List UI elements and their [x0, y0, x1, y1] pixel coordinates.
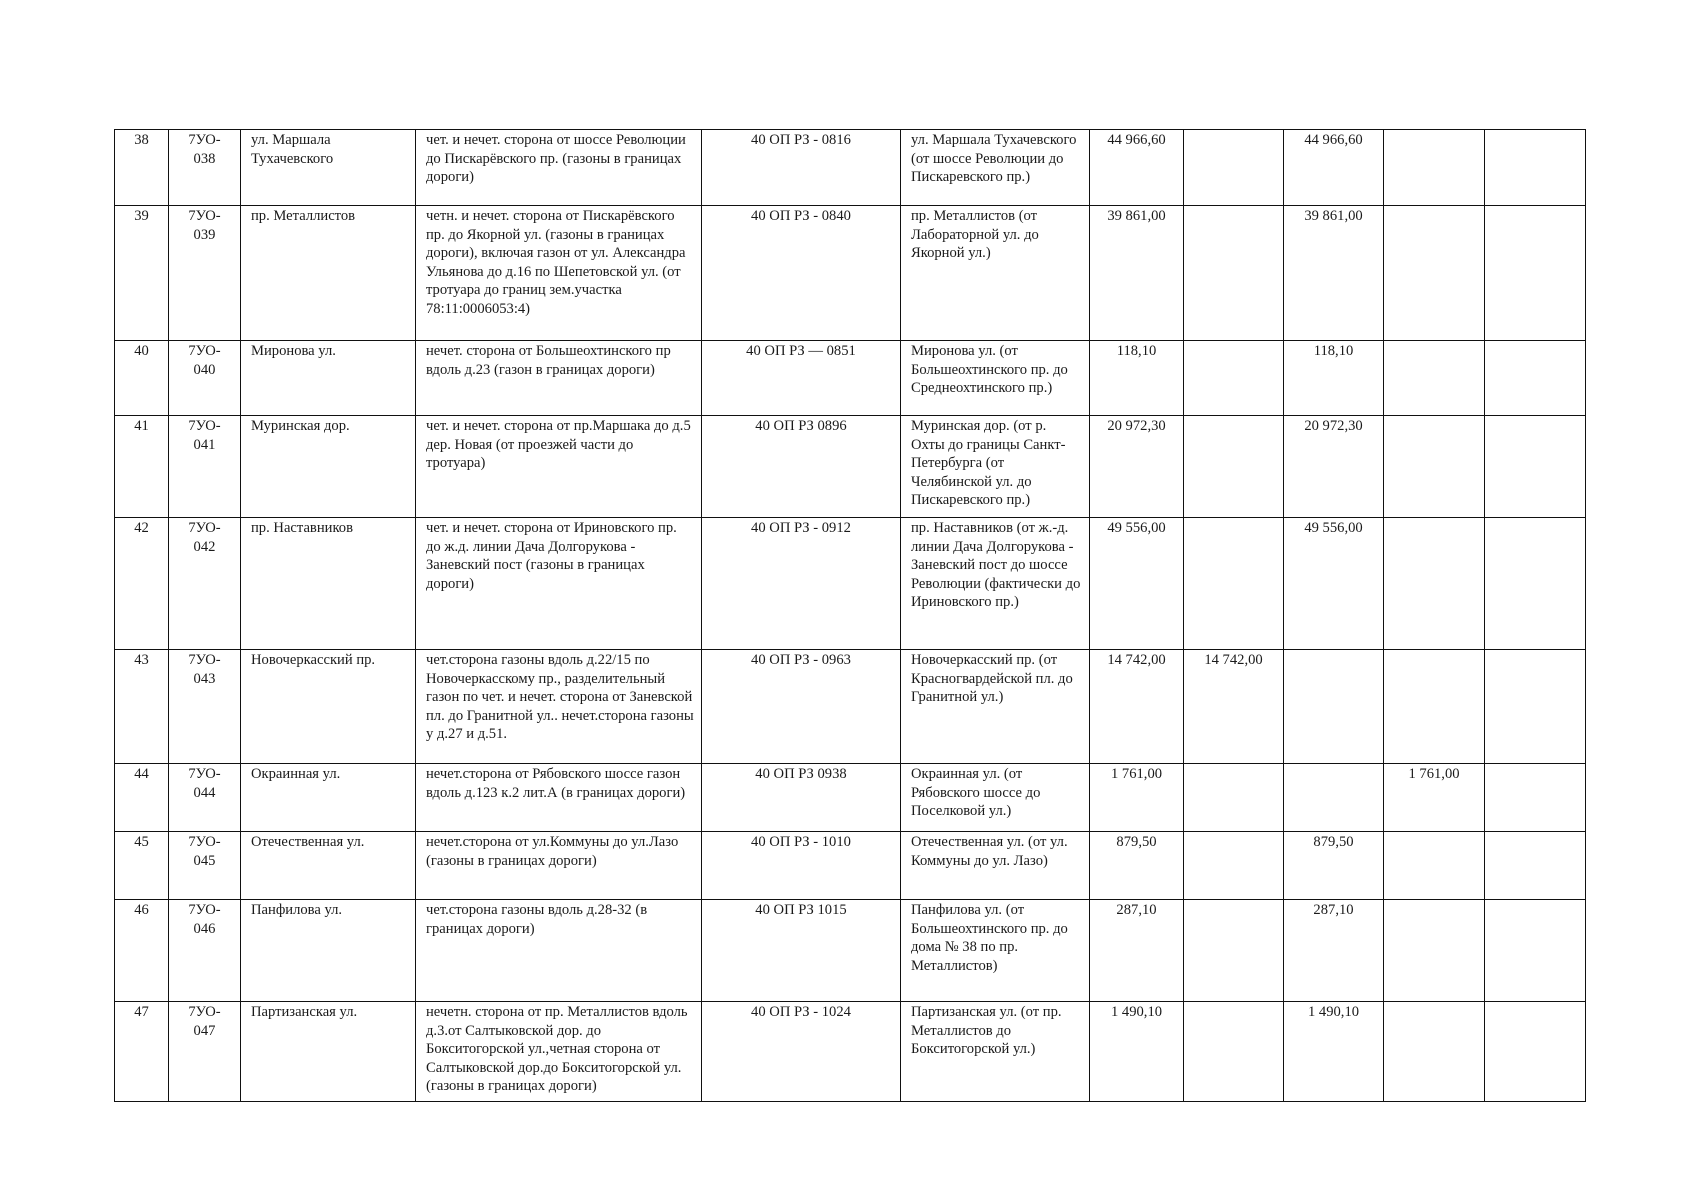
value-column-2-cell: 879,50	[1284, 832, 1384, 900]
row-number-cell: 46	[115, 900, 169, 1002]
value-column-2-cell	[1284, 764, 1384, 832]
table-row	[115, 416, 1586, 518]
row-number-cell: 39	[115, 206, 169, 341]
road-name-cell: пр. Металлистов (от Лабораторной ул. до Якорной ул.)	[901, 206, 1090, 341]
value-column-2-cell: 287,10	[1284, 900, 1384, 1002]
table-row	[115, 650, 1586, 764]
value-column-3-cell	[1384, 650, 1485, 764]
area-total-cell: 1 490,10	[1090, 1002, 1184, 1102]
row-number-cell: 45	[115, 832, 169, 900]
value-column-4-cell	[1485, 341, 1586, 416]
street-name-cell: Окраинная ул.	[241, 764, 416, 832]
value-column-1-cell	[1184, 832, 1284, 900]
value-column-1-cell	[1184, 900, 1284, 1002]
table-row	[115, 1002, 1586, 1102]
value-column-1-cell	[1184, 518, 1284, 650]
road-name-cell: Панфилова ул. (от Большеохтинского пр. до дома № 38 по пр. Металлистов)	[901, 900, 1090, 1002]
value-column-3-cell	[1384, 341, 1485, 416]
street-name-cell: Новочеркасский пр.	[241, 650, 416, 764]
road-name-cell: Миронова ул. (от Большеохтинского пр. до Среднеохтинского пр.)	[901, 341, 1090, 416]
value-column-3-cell	[1384, 900, 1485, 1002]
row-number-cell: 41	[115, 416, 169, 518]
table-row	[115, 206, 1586, 341]
street-name-cell: Партизанская ул.	[241, 1002, 416, 1102]
value-column-2-cell: 118,10	[1284, 341, 1384, 416]
road-registry-number-cell: 40 ОП РЗ — 0851	[702, 341, 901, 416]
value-column-3-cell: 1 761,00	[1384, 764, 1485, 832]
area-total-cell: 1 761,00	[1090, 764, 1184, 832]
row-code-cell: 7УО- 044	[169, 764, 241, 832]
table-row	[115, 764, 1586, 832]
area-total-cell: 118,10	[1090, 341, 1184, 416]
area-total-cell: 49 556,00	[1090, 518, 1184, 650]
road-registry-number-cell: 40 ОП РЗ - 0816	[702, 130, 901, 206]
row-number-cell: 42	[115, 518, 169, 650]
area-total-cell: 39 861,00	[1090, 206, 1184, 341]
table-row	[115, 518, 1586, 650]
value-column-4-cell	[1485, 900, 1586, 1002]
road-name-cell: Партизанская ул. (от пр. Металлистов до Бокситогорской ул.)	[901, 1002, 1090, 1102]
row-code-cell: 7УО- 045	[169, 832, 241, 900]
lawn-description-cell: нечетн. сторона от пр. Металлистов вдоль д.3.от Салтыковской дор. до Бокситогорской ул.,четная сторона от Салтыковской дор.до Бокситогорской ул. (газоны в границах дороги)	[416, 1002, 702, 1102]
value-column-1-cell	[1184, 341, 1284, 416]
road-registry-number-cell: 40 ОП РЗ - 0963	[702, 650, 901, 764]
street-name-cell: Муринская дор.	[241, 416, 416, 518]
area-total-cell: 20 972,30	[1090, 416, 1184, 518]
road-registry-number-cell: 40 ОП РЗ - 1024	[702, 1002, 901, 1102]
value-column-1-cell	[1184, 130, 1284, 206]
value-column-4-cell	[1485, 130, 1586, 206]
table-row	[115, 832, 1586, 900]
road-registry-number-cell: 40 ОП РЗ 0938	[702, 764, 901, 832]
greenery-table	[114, 129, 1586, 1102]
value-column-3-cell	[1384, 518, 1485, 650]
road-registry-number-cell: 40 ОП РЗ - 0912	[702, 518, 901, 650]
value-column-4-cell	[1485, 206, 1586, 341]
road-name-cell: Новочеркасский пр. (от Красногвардейской пл. до Гранитной ул.)	[901, 650, 1090, 764]
row-number-cell: 47	[115, 1002, 169, 1102]
road-name-cell: Отечественная ул. (от ул. Коммуны до ул. Лазо)	[901, 832, 1090, 900]
value-column-2-cell	[1284, 650, 1384, 764]
value-column-4-cell	[1485, 518, 1586, 650]
row-code-cell: 7УО- 041	[169, 416, 241, 518]
street-name-cell: ул. Маршала Тухачевского	[241, 130, 416, 206]
table-row	[115, 341, 1586, 416]
value-column-2-cell: 49 556,00	[1284, 518, 1384, 650]
value-column-2-cell: 20 972,30	[1284, 416, 1384, 518]
value-column-4-cell	[1485, 1002, 1586, 1102]
area-total-cell: 14 742,00	[1090, 650, 1184, 764]
road-registry-number-cell: 40 ОП РЗ - 0840	[702, 206, 901, 341]
row-number-cell: 38	[115, 130, 169, 206]
lawn-description-cell: нечет. сторона от Большеохтинского пр вдоль д.23 (газон в границах дороги)	[416, 341, 702, 416]
row-code-cell: 7УО- 039	[169, 206, 241, 341]
street-name-cell: пр. Металлистов	[241, 206, 416, 341]
street-name-cell: Панфилова ул.	[241, 900, 416, 1002]
row-code-cell: 7УО- 042	[169, 518, 241, 650]
lawn-description-cell: чет. и нечет. сторона от Ириновского пр. до ж.д. линии Дача Долгорукова - Заневский пост (газоны в границах дороги)	[416, 518, 702, 650]
table-row	[115, 130, 1586, 206]
value-column-1-cell	[1184, 206, 1284, 341]
road-name-cell: Окраинная ул. (от Рябовского шоссе до Поселковой ул.)	[901, 764, 1090, 832]
value-column-3-cell	[1384, 130, 1485, 206]
lawn-description-cell: нечет.сторона от Рябовского шоссе газон вдоль д.123 к.2 лит.А (в границах дороги)	[416, 764, 702, 832]
road-registry-number-cell: 40 ОП РЗ 0896	[702, 416, 901, 518]
lawn-description-cell: нечет.сторона от ул.Коммуны до ул.Лазо (газоны в границах дороги)	[416, 832, 702, 900]
value-column-4-cell	[1485, 416, 1586, 518]
value-column-1-cell	[1184, 764, 1284, 832]
road-name-cell: Муринская дор. (от р. Охты до границы Санкт-Петербурга (от Челябинской ул. до Пискаревского пр.)	[901, 416, 1090, 518]
street-name-cell: Отечественная ул.	[241, 832, 416, 900]
row-code-cell: 7УО- 047	[169, 1002, 241, 1102]
value-column-4-cell	[1485, 832, 1586, 900]
row-code-cell: 7УО- 038	[169, 130, 241, 206]
value-column-2-cell: 39 861,00	[1284, 206, 1384, 341]
lawn-description-cell: четн. и нечет. сторона от Пискарёвского пр. до Якорной ул. (газоны в границах дороги), включая газон от ул. Александра Ульянова до д.16 по Шепетовской ул. (от тротуара до границ зем.участка 78:11:0006053:4)	[416, 206, 702, 341]
value-column-4-cell	[1485, 764, 1586, 832]
lawn-description-cell: чет.сторона газоны вдоль д.22/15 по Новочеркасскому пр., разделительный газон по чет. и нечет. сторона от Заневской пл. до Гранитной ул.. нечет.сторона газоны у д.27 и д.51.	[416, 650, 702, 764]
row-code-cell: 7УО- 046	[169, 900, 241, 1002]
row-number-cell: 44	[115, 764, 169, 832]
value-column-1-cell	[1184, 1002, 1284, 1102]
value-column-2-cell: 1 490,10	[1284, 1002, 1384, 1102]
value-column-3-cell	[1384, 1002, 1485, 1102]
row-code-cell: 7УО- 040	[169, 341, 241, 416]
row-number-cell: 40	[115, 341, 169, 416]
table-body	[115, 130, 1586, 1102]
road-registry-number-cell: 40 ОП РЗ 1015	[702, 900, 901, 1002]
road-name-cell: ул. Маршала Тухачевского (от шоссе Революции до Пискаревского пр.)	[901, 130, 1090, 206]
value-column-3-cell	[1384, 206, 1485, 341]
area-total-cell: 879,50	[1090, 832, 1184, 900]
row-number-cell: 43	[115, 650, 169, 764]
lawn-description-cell: чет. и нечет. сторона от шоссе Революции до Пискарёвского пр. (газоны в границах дороги)	[416, 130, 702, 206]
table-row	[115, 900, 1586, 1002]
street-name-cell: пр. Наставников	[241, 518, 416, 650]
lawn-description-cell: чет. и нечет. сторона от пр.Маршака до д.5 дер. Новая (от проезжей части до тротуара)	[416, 416, 702, 518]
area-total-cell: 287,10	[1090, 900, 1184, 1002]
row-code-cell: 7УО- 043	[169, 650, 241, 764]
lawn-description-cell: чет.сторона газоны вдоль д.28-32 (в границах дороги)	[416, 900, 702, 1002]
value-column-3-cell	[1384, 832, 1485, 900]
value-column-4-cell	[1485, 650, 1586, 764]
value-column-3-cell	[1384, 416, 1485, 518]
road-name-cell: пр. Наставников (от ж.-д. линии Дача Долгорукова - Заневский пост до шоссе Революции (фактически до Ириновского пр.)	[901, 518, 1090, 650]
value-column-1-cell	[1184, 416, 1284, 518]
value-column-2-cell: 44 966,60	[1284, 130, 1384, 206]
area-total-cell: 44 966,60	[1090, 130, 1184, 206]
street-name-cell: Миронова ул.	[241, 341, 416, 416]
road-registry-number-cell: 40 ОП РЗ - 1010	[702, 832, 901, 900]
value-column-1-cell: 14 742,00	[1184, 650, 1284, 764]
